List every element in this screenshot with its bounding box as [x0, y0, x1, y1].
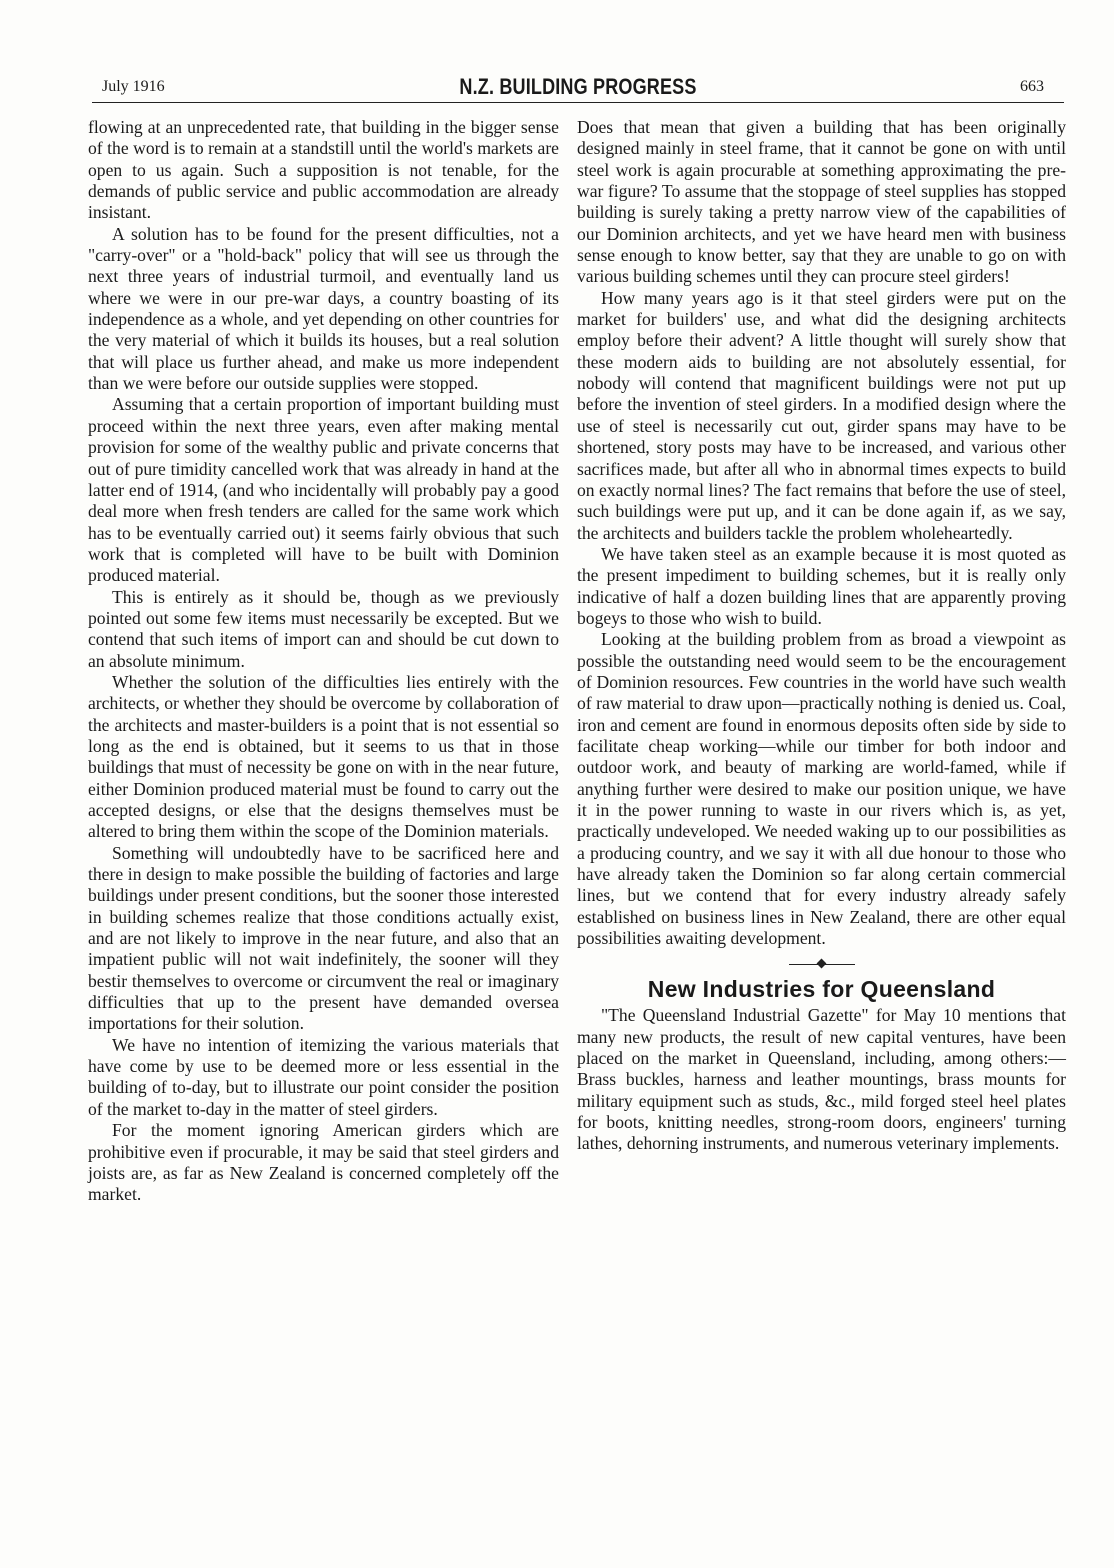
diamond-ornament-icon	[816, 959, 826, 969]
right-column	[577, 117, 1066, 1155]
paragraph: "The Queensland Industrial Gazette" for May 10 mentions that many new products, the result of new capital ventures, have been placed on the market in Queensland, including, among others:—Brass buckles, harness and leather mountings, brass mounts for military equipment such as studs, &c., mild forged steel heel plates for boots, knitting needles, strong-room doors, engineers' turning lathes, dehorning instruments, and numerous veterinary implements.	[577, 1005, 1066, 1154]
section-heading: New Industries for Queensland	[647, 976, 996, 1003]
paragraph: Something will undoubtedly have to be sacrificed here and there in design to make possible the building of factories and large buildings under present conditions, but the sooner those interested in building schemes realize that those conditions actually exist, and are not likely to improve in the near future, and also that an impatient public will not wait indefinitely, the sooner will they bestir themselves to overcome or circumvent the real or imaginary difficulties that up to the present have demanded oversea importations for their solution.	[88, 842, 559, 1034]
publication-title: N.Z. BUILDING PROGRESS	[459, 74, 697, 99]
paragraph: We have no intention of itemizing the various materials that have come by use to be deemed more or less essential in the building of to-day, but to illustrate our point consider the position of the market to-day in the matter of steel girders.	[88, 1034, 559, 1119]
paragraph: This is entirely as it should be, though as we previously pointed out some few items must necessarily be excepted. But we contend that such items of import can and should be cut down to an absolute minimum.	[88, 586, 559, 671]
paragraph: A solution has to be found for the present difficulties, not a "carry-over" or a "hold-back" policy that will see us through the next three years of industrial turmoil, and eventually land us where we were in our pre-war days, a country boasting of its independence as a whole, and yet depending on other countries for the very material of which it builds its houses, but a real solution that will place us further ahead, and make us more independent than we were before our outside supplies were stopped.	[88, 223, 559, 394]
paragraph: Whether the solution of the difficulties lies entirely with the architects, or whether they should be overcome by collaboration of the architects and master-builders is a point that is not essential so long as the end is obtained, but it seems to us that in those buildings that must of necessity be gone on with in the near future, either Dominion produced material must be found to carry out the accepted designs, or else that the designs themselves must be altered to bring them within the scope of the Dominion materials.	[88, 671, 559, 842]
paragraph: flowing at an unprecedented rate, that building in the bigger sense of the word is to remain at a standstill until the world's markets are open to us again. Such a supposition is not tenable, for the demands of public service and public accommodation are already insistant.	[88, 117, 559, 223]
page-header	[92, 76, 1064, 103]
section-divider	[789, 959, 855, 969]
paragraph: We have taken steel as an example because it is most quoted as the present impediment to building schemes, but it is really only indicative of half a dozen building lines that are apparently proving bogeys to those who wish to build.	[577, 543, 1066, 628]
issue-date: July 1916	[102, 78, 165, 95]
paragraph: Looking at the building problem from as broad a viewpoint as possible the outstanding need would seem to be the encouragement of Dominion resources. Few countries in the world have such wealth of raw material to draw upon—practically nothing is denied us. Coal, iron and cement are found in enormous deposits often side by side to facilitate cheap working—while our timber for both indoor and outdoor work, and beauty of marking are world-famed, while if anything further were desired to make our position unique, we have it in the power running to waste in our rivers which is, as yet, practically undeveloped. We needed waking up to our possibilities as a producing country, and we say it with all due honour to those who have already taken the Dominion so far along certain commercial lines, but we contend that for every industry already safely established on business lines in New Zealand, there are other equal possibilities awaiting development.	[577, 629, 1066, 949]
page-number: 663	[1020, 78, 1044, 95]
paragraph: For the moment ignoring American girders which are prohibitive even if procurable, it may be said that steel girders and joists are, as far as New Zealand is concerned completely off the market.	[88, 1120, 559, 1205]
paragraph: Does that mean that given a building that has been originally designed mainly in steel frame, that it cannot be gone on with until steel work is again procurable at something approximating the pre-war figure? To assume that the stoppage of steel supplies has stopped building is surely taking a pretty narrow view of the capabilities of our Dominion architects, and yet we have heard men with business sense enough to know better, say that they are unable to go on with various building schemes until they can procure steel girders!	[577, 117, 1066, 287]
paragraph: How many years ago is it that steel girders were put on the market for builders' use, and what did the designing architects employ before their advent? A little thought will surely show that these modern aids to building are not absolutely essential, for nobody will contend that magnificent buildings were not put up before the invention of steel girders. In a modified design where the use of steel is necessarily cut out, girder spans may have to be shortened, story posts may have to be increased, and various other sacrifices made, but after all who in abnormal times expects to build on exactly normal lines? The fact remains that before the use of steel, such buildings were put up, and it can be done again if, as we say, the architects and builders tackle the problem wholeheartedly.	[577, 287, 1066, 543]
left-column	[88, 117, 559, 1206]
paragraph: Assuming that a certain proportion of important building must proceed within the next three years, even after making mental provision for some of the wealthy public and private concerns that out of pure timidity cancelled work that was already in hand at the latter end of 1914, (and who incidentally will probably pay a good deal more when fresh tenders are called for the same work which has to be eventually carried out) it seems fairly obvious that such work that is completed will have to be built with Dominion produced material.	[88, 394, 559, 586]
